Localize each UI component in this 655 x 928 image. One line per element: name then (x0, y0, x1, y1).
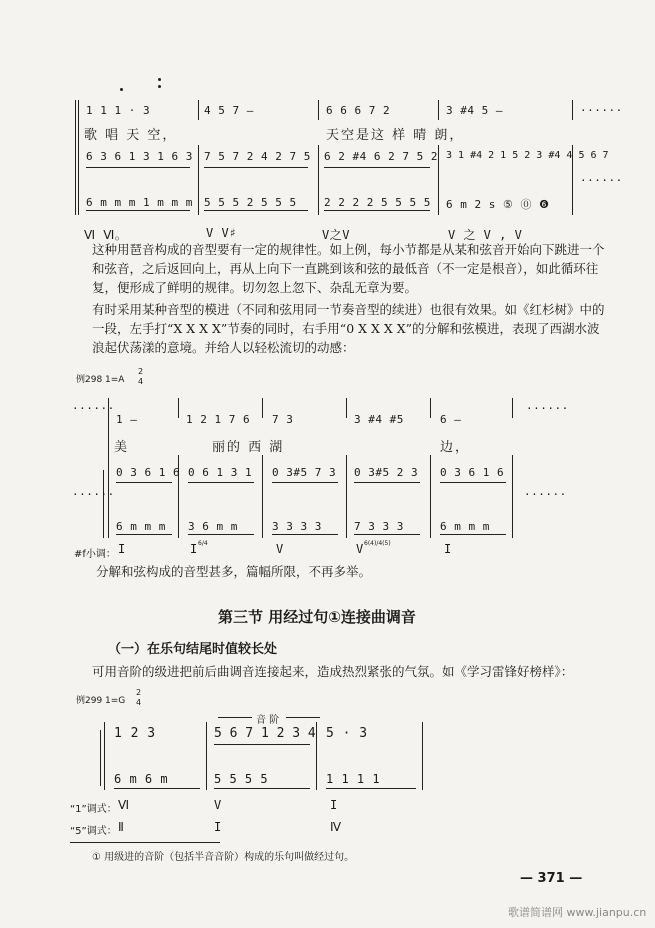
key-label: #f小调： (74, 549, 116, 560)
continuation-dots: ······ (72, 402, 115, 415)
beam (214, 788, 310, 789)
chord: I (444, 542, 452, 556)
barline (572, 100, 573, 120)
paragraph: 有时采用某种音型的模进（不同和弦用同一节奏音型的续进）也很有效果。如《红杉树》中的一段，左手打“X X X X”节奏的同时，右手用“0 X X X X”的分解和弦模进，表现了西湖水波浪起伏荡漾的意境。并给人以轻松流切的动感： (92, 302, 605, 355)
beam (354, 482, 420, 483)
chord: V (356, 542, 364, 556)
barline (316, 722, 317, 790)
chord: Ⅵ (118, 798, 130, 812)
barline (318, 145, 319, 215)
beam (188, 534, 254, 535)
system-barline-left (104, 722, 105, 790)
beam (188, 482, 254, 483)
melody-measure: 3 #4 #5 (354, 413, 404, 426)
left-hand-measure: 2 2 2 2 5 5 5 5 (324, 196, 431, 209)
mode-label: “1”调式： (70, 804, 117, 815)
system-barline-left (108, 398, 109, 538)
melody-measure: 5 · 3 (326, 726, 368, 741)
chord: I (118, 542, 126, 556)
meter-bottom: 4 (138, 377, 144, 386)
lyric: 丽的 西 湖 (212, 440, 285, 455)
chord: I (330, 798, 338, 812)
right-hand-measure: 6 2 #4 6 2 7 5 2 (324, 150, 438, 163)
barline (262, 455, 263, 538)
continuation-dots: ······ (580, 174, 623, 187)
melody-measure: 6 6 6 7 2 (326, 104, 391, 117)
right-hand-measure: 0 3#5 7 3 (272, 466, 337, 479)
barline (346, 398, 347, 418)
system-barline-left (75, 100, 76, 215)
system-barline-left-2 (78, 100, 79, 215)
barline (178, 398, 179, 418)
barline (346, 455, 347, 538)
chord: V (276, 542, 284, 556)
paragraph: 可用音阶的级进把前后曲调音连接起来，造成热烈紧张的气氛。如《学习雷锋好榜样》： (92, 664, 574, 679)
beam (214, 744, 310, 745)
chord-symbols: V 之 V , V (448, 228, 523, 242)
continuation-dots: ······ (524, 488, 567, 501)
beam (324, 210, 430, 211)
melody-measure: 1 2 1 7 6 (186, 413, 251, 426)
melody-measure: 5 6 7 1 2 3 4 (214, 726, 316, 741)
octave-dot (120, 88, 123, 91)
continuation-dots: ······ (526, 402, 569, 415)
paragraph: 这种用琶音构成的音型要有一定的规律性。如上例，每小节都是从某和弦音开始向下跳进一个和弦音，之后返回向上，再从上向下一直跳到该和弦的最低音（不一定是根音），如此循环往复，便形成了鲜明的规律。切勿忽上忽下、杂乱无章为要。 (92, 242, 605, 295)
melody-measure: 6 — (440, 413, 462, 426)
example-label: 例299 1=G (76, 696, 126, 706)
right-hand-measure: 3 1 #4 2 1 5 2 3 #4 4 5 6 7 (446, 150, 609, 161)
melody-measure: 1 1 1 · 3 (86, 104, 151, 117)
beam (86, 210, 190, 211)
beam (324, 167, 430, 168)
beam (204, 167, 308, 168)
melody-measure: 7 3 (272, 413, 294, 426)
left-hand-measure: 6 m m m (116, 520, 166, 533)
left-hand-measure: 7 3 3 3 (354, 520, 404, 533)
beam (440, 482, 506, 483)
chord-symbols: Ⅵ Ⅵ。 (84, 228, 128, 242)
beam (86, 167, 190, 168)
beam (116, 482, 172, 483)
melody-measure: 1 2 3 (114, 726, 156, 741)
barline (512, 398, 513, 418)
chord-symbols: V之V (322, 228, 350, 242)
staff-brace (100, 730, 101, 786)
right-hand-measure: 0 3 6 1 6 (440, 466, 505, 479)
barline (430, 398, 431, 418)
right-hand-measure: 0 3 6 1 6 (116, 466, 181, 479)
left-hand-measure: 3 3 3 3 (272, 520, 322, 533)
barline (422, 722, 423, 790)
right-hand-measure: 0 3#5 2 3 (354, 466, 419, 479)
chord: Ⅱ (118, 820, 125, 834)
left-hand-measure: 5 5 5 2 5 5 5 (204, 196, 297, 209)
left-hand-measure: 6 m m m (440, 520, 490, 533)
barline (430, 455, 431, 538)
octave-dot (158, 85, 161, 88)
barline (198, 100, 199, 120)
meter-top: 2 (136, 688, 142, 697)
subsection-title: （一）在乐句结尾时值较长处 (108, 642, 278, 657)
lyric-line: 歌 唱 天 空， (84, 128, 178, 143)
staff-brace (103, 470, 104, 538)
beam (272, 534, 338, 535)
barline (198, 145, 199, 215)
right-hand-measure: 7 5 7 2 4 2 7 5 (204, 150, 311, 163)
barline (318, 100, 319, 120)
left-hand-measure: 6 m 2 s ⑤ ⓪ ❻ (446, 198, 550, 211)
lyric: 美 (114, 440, 130, 455)
melody-measure: 3 #4 5 — (446, 104, 503, 117)
scale-bracket-left (218, 717, 252, 718)
barline (262, 398, 263, 418)
right-hand-measure: 6 3 6 1 3 1 6 3 (86, 150, 193, 163)
footnote-rule (70, 842, 220, 843)
barline (438, 100, 439, 120)
barline (438, 145, 439, 215)
continuation-dots: ······ (580, 104, 623, 117)
watermark: 歌谱简谱网 www.jianpu.cn (508, 906, 647, 919)
beam (354, 534, 420, 535)
chord-symbols: V V♯ (206, 226, 237, 240)
left-hand-measure: 3 6 m m (188, 520, 238, 533)
chord: I (214, 820, 222, 834)
section-title: 第三节 用经过句①连接曲调音 (218, 608, 416, 626)
example-label: 例298 1=A (76, 375, 125, 385)
scale-bracket-right (286, 717, 320, 718)
left-hand-measure: 1 1 1 1 (326, 772, 381, 786)
chord: I (190, 542, 198, 556)
melody-measure: 4 5 7 — (204, 104, 254, 117)
scale-label: 音 阶 (256, 715, 280, 726)
melody-measure: 1 — (116, 413, 138, 426)
left-hand-measure: 6 m 6 m (114, 772, 169, 786)
octave-dot (158, 78, 161, 81)
right-hand-measure: 0 6 1 3 1 (188, 466, 253, 479)
barline (512, 455, 513, 538)
beam (204, 210, 308, 211)
lyric: 边， (440, 440, 471, 455)
chord: Ⅳ (330, 820, 342, 834)
chord: V (214, 798, 222, 812)
beam (114, 788, 200, 789)
beam (272, 482, 338, 483)
page-number: — 371 — (520, 871, 583, 886)
meter-bottom: 4 (136, 698, 142, 707)
mode-label: “5”调式： (70, 826, 117, 837)
chord-figure: 6/4 (198, 540, 208, 547)
paragraph: 分解和弦构成的音型甚多，篇幅所限，不再多举。 (96, 564, 372, 579)
beam (326, 788, 416, 789)
barline (206, 722, 207, 790)
beam (116, 534, 172, 535)
continuation-dots: ······ (72, 488, 115, 501)
meter-top: 2 (138, 367, 144, 376)
left-hand-measure: 5 5 5 5 (214, 772, 269, 786)
left-hand-measure: 6 m m m 1 m m m (86, 196, 193, 209)
footnote: ① 用级进的音阶（包括半音音阶）构成的乐句叫做经过句。 (92, 852, 355, 863)
lyric-line: 天空是这 样 晴 朗， (326, 128, 465, 143)
beam (440, 534, 506, 535)
chord-figure: 6(4)/4(5) (364, 540, 391, 547)
